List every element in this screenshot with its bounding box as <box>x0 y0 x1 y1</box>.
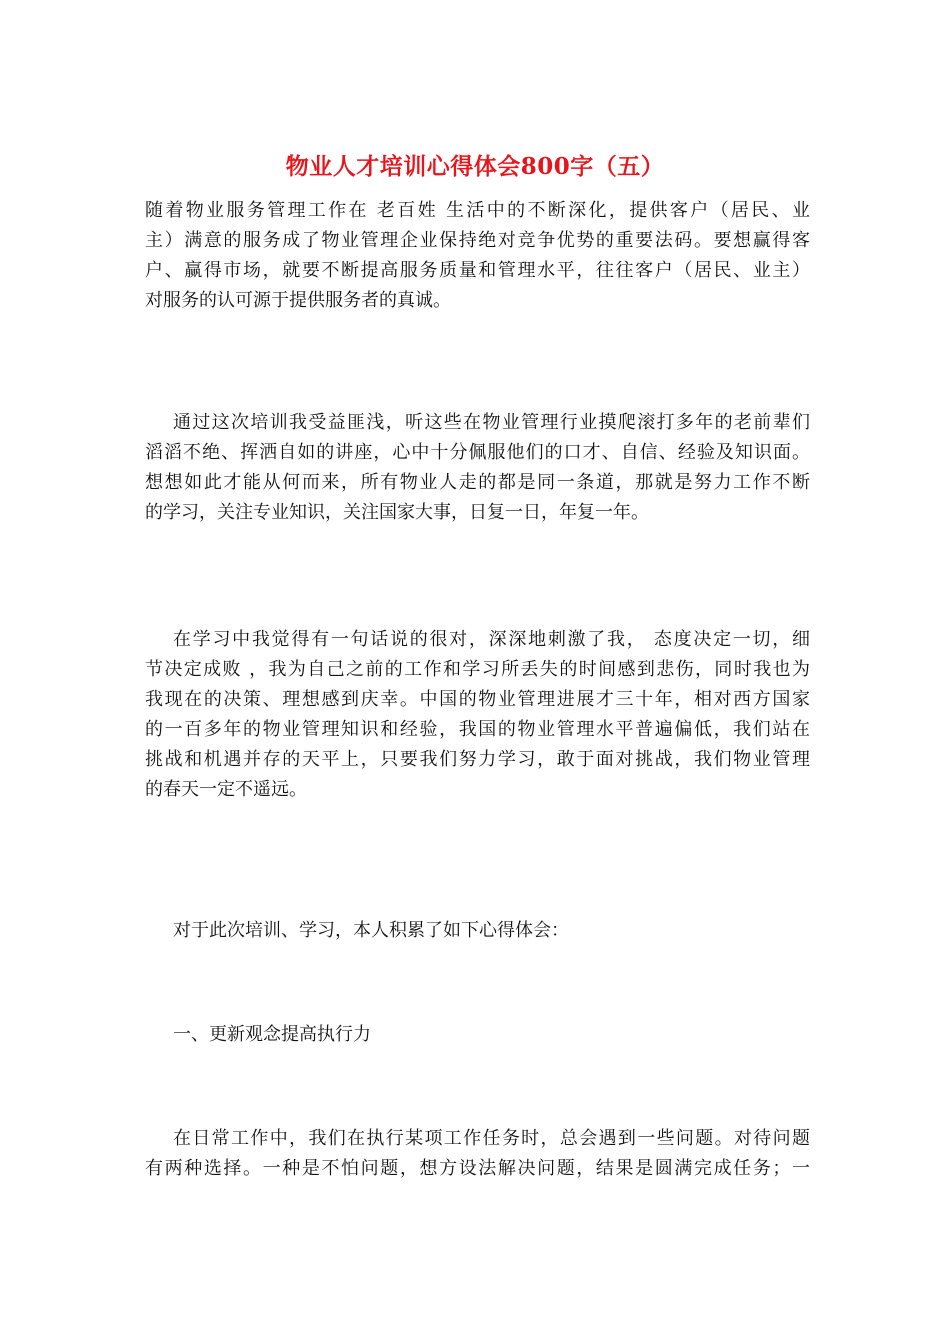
paragraph-line: 挑战和机遇并存的天平上，只要我们努力学习，敢于面对挑战，我们物业管理 <box>145 749 810 770</box>
paragraph-line: 的春天一定不遥远。 <box>145 779 307 800</box>
section-heading-text: 一、更新观念提高执行力 <box>173 1024 371 1045</box>
paragraph-line: 对于此次培训、学习，本人积累了如下心得体会： <box>173 920 569 941</box>
paragraph-line: 的一百多年的物业管理知识和经验，我国的物业管理水平普遍偏低，我们站在 <box>145 719 810 740</box>
paragraph-4 <box>145 916 810 946</box>
paragraph-1 <box>145 196 810 316</box>
paragraph-line: 在日常工作中，我们在执行某项工作任务时，总会遇到一些问题。对待问题 <box>173 1128 810 1149</box>
paragraph-3 <box>145 625 810 805</box>
paragraph-line: 在学习中我觉得有一句话说的很对，深深地刺激了我， 态度决定一切，细 <box>173 629 810 650</box>
paragraph-line: 户、赢得市场，就要不断提高服务质量和管理水平，往往客户（居民、业主） <box>145 260 810 281</box>
paragraph-5 <box>145 1124 810 1184</box>
paragraph-line: 节决定成败 ，我为自己之前的工作和学习所丢失的时间感到悲伤，同时我也为 <box>145 659 810 680</box>
document-title: 物业人才培训心得体会800字（五） <box>285 153 665 180</box>
paragraph-line: 有两种选择。一种是不怕问题，想方设法解决问题，结果是圆满完成任务；一 <box>145 1158 810 1179</box>
paragraph-line: 我现在的决策、理想感到庆幸。中国的物业管理进展才三十年，相对西方国家 <box>145 689 810 710</box>
paragraph-2 <box>145 408 810 528</box>
paragraph-line: 滔滔不绝、挥洒自如的讲座，心中十分佩服他们的口才、自信、经验及知识面。 <box>145 442 810 463</box>
paragraph-line: 想想如此才能从何而来，所有物业人走的都是同一条道，那就是努力工作不断 <box>145 472 810 493</box>
paragraph-line: 对服务的认可源于提供服务者的真诚。 <box>145 290 451 311</box>
paragraph-line: 主）满意的服务成了物业管理企业保持绝对竞争优势的重要法码。要想赢得客 <box>145 230 810 251</box>
section-heading <box>145 1020 810 1050</box>
paragraph-line: 随着物业服务管理工作在 老百姓 生活中的不断深化，提供客户（居民、业 <box>145 200 810 221</box>
paragraph-line: 通过这次培训我受益匪浅，听这些在物业管理行业摸爬滚打多年的老前辈们 <box>173 412 810 433</box>
paragraph-line: 的学习，关注专业知识，关注国家大事，日复一日，年复一年。 <box>145 502 649 523</box>
